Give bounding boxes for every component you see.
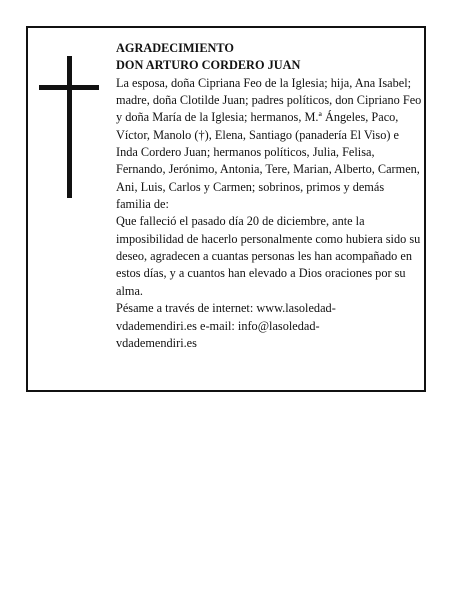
condolence-line: vdademendiri.es e-mail: info@lasoledad- xyxy=(116,318,320,333)
notice-heading: AGRADECIMIENTO xyxy=(116,41,234,55)
cross-vertical-bar xyxy=(67,56,72,198)
condolence-line: vdademendiri.es xyxy=(116,335,197,350)
obituary-notice xyxy=(26,26,426,392)
condolence-line: Pésame a través de internet: www.lasoledad- xyxy=(116,301,336,316)
notice-text xyxy=(116,40,422,352)
cross-horizontal-bar xyxy=(39,85,99,90)
family-paragraph: La esposa, doña Cipriana Feo de la Iglesia; hija, Ana Isabel; madre, doña Clotilde Juan; padres políticos, don Cipriano Feo y doña María de la Iglesia; hermanos, M.ª Ángeles, Paco, Víctor, Manolo (†), Elena, Santiago (panadería El Viso) e Inda Cordero Juan; hermanos políticos, Julia, Felisa, Fernando, Jerónimo, Antonia, Tere, Marian, Alberto, Carmen, Ani, Luis, Carlos y Carmen; sobrinos, primos y demás familia de: xyxy=(116,75,422,212)
thanks-paragraph: Que falleció el pasado día 20 de diciembre, ante la imposibilidad de hacerlo personalmente como hubiera sido su deseo, agradecen a cuantas personas les han acompañado en estos días, y a cuantos han elevado a Dios oraciones por su alma. xyxy=(116,214,421,298)
deceased-name: DON ARTURO CORDERO JUAN xyxy=(116,58,301,73)
